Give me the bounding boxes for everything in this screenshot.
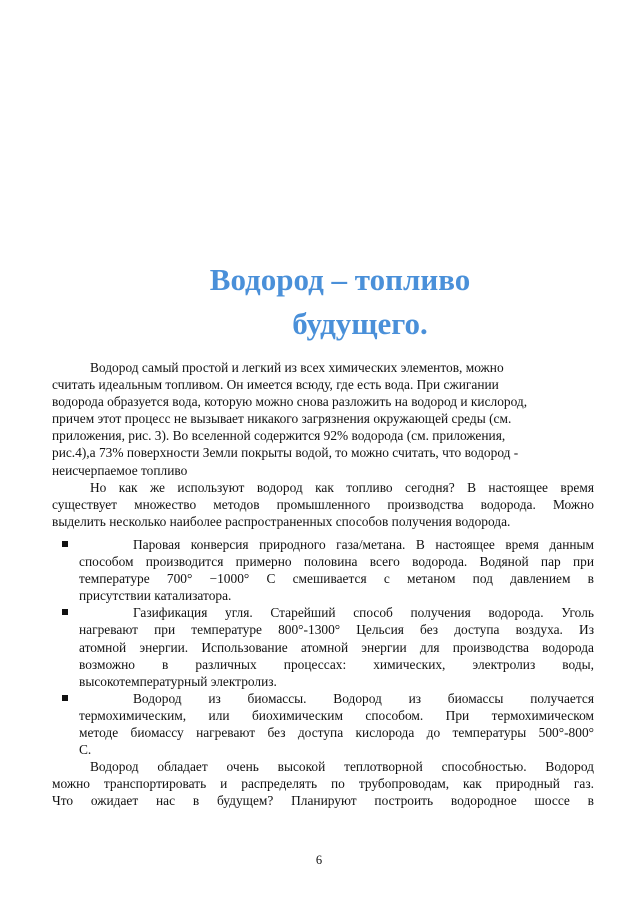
text-line: водорода образуется вода, которую можно снова разложить на водород и кислород, xyxy=(52,394,528,410)
text-line: Водород обладает очень высокой теплотворной способностью. Водород xyxy=(90,759,594,775)
page-number: 6 xyxy=(315,853,323,867)
title-line-2: будущего. xyxy=(292,306,428,341)
square-bullet-icon xyxy=(62,695,68,701)
text-line: Что ожидает нас в будущем? Планируют построить водородное шоссе в xyxy=(52,793,594,809)
list-item xyxy=(52,604,594,689)
text-line: неисчерпаемое топливо xyxy=(52,462,188,478)
text-line: Но как же используют водород как топливо сегодня? В настоящее время xyxy=(90,479,594,495)
text-line: можно транспортировать и распределять по трубопроводам, как природный газ. xyxy=(52,776,594,792)
text-line: Водород самый простой и легкий из всех химических элементов, можно xyxy=(90,360,504,375)
text-line: возможно в различных процессах: химических, электролиз воды, xyxy=(79,656,594,672)
text-line: С. xyxy=(79,742,92,758)
text-line: нагревают при температуре 800°-1300° Цельсия без доступа воздуха. Из xyxy=(79,622,594,638)
text-line: существует множество методов промышленного производства водорода. Можно xyxy=(52,496,594,512)
text-line: Паровая конверсия природного газа/метана. В настоящее время данным xyxy=(133,536,594,552)
text-line: приложения, рис. 3). Во вселенной содержится 92% водорода (см. приложения, xyxy=(52,428,506,444)
title-line-1: Водород – топливо xyxy=(209,262,471,297)
text-line: атомной энергии. Использование атомной энергии для производства водорода xyxy=(79,639,594,655)
paragraph-intro xyxy=(52,359,594,479)
list-item xyxy=(52,690,594,758)
text-line: причем этот процесс не вызывает никакого загрязнения окружающей среды (см. xyxy=(52,411,512,427)
square-bullet-icon xyxy=(62,609,68,615)
text-line: температуре 700° −1000° С смешивается с метаном под давлением в xyxy=(79,571,594,587)
text-line: методе биомассу нагревают без доступа кислорода до температуры 500°-800° xyxy=(79,724,594,740)
square-bullet-icon xyxy=(62,541,68,547)
text-line: Водород из биомассы. Водород из биомассы получается xyxy=(133,690,594,706)
document-body xyxy=(52,359,594,809)
methods-list xyxy=(52,536,594,758)
text-line: Газификация угля. Старейший способ получения водорода. Уголь xyxy=(133,605,594,621)
text-line: считать идеальным топливом. Он имеется всюду, где есть вода. При сжигании xyxy=(52,377,499,393)
text-line: высокотемпературный электролиз. xyxy=(79,673,277,689)
text-line: выделить несколько наиболее распространенных способов получения водорода. xyxy=(52,513,511,529)
text-line: рис.4),а 73% поверхности Земли покрыты водой, то можно считать, что водород - xyxy=(52,445,519,461)
page-title xyxy=(160,258,520,346)
text-line: способом производится примерно половина всего водорода. Водяной пар при xyxy=(79,554,594,570)
list-item xyxy=(52,536,594,604)
paragraph-methods xyxy=(52,479,594,530)
text-line: термохимическим, или биохимическим способом. При термохимическом xyxy=(79,707,594,723)
paragraph-closing xyxy=(52,758,594,809)
text-line: присутствии катализатора. xyxy=(79,588,232,604)
